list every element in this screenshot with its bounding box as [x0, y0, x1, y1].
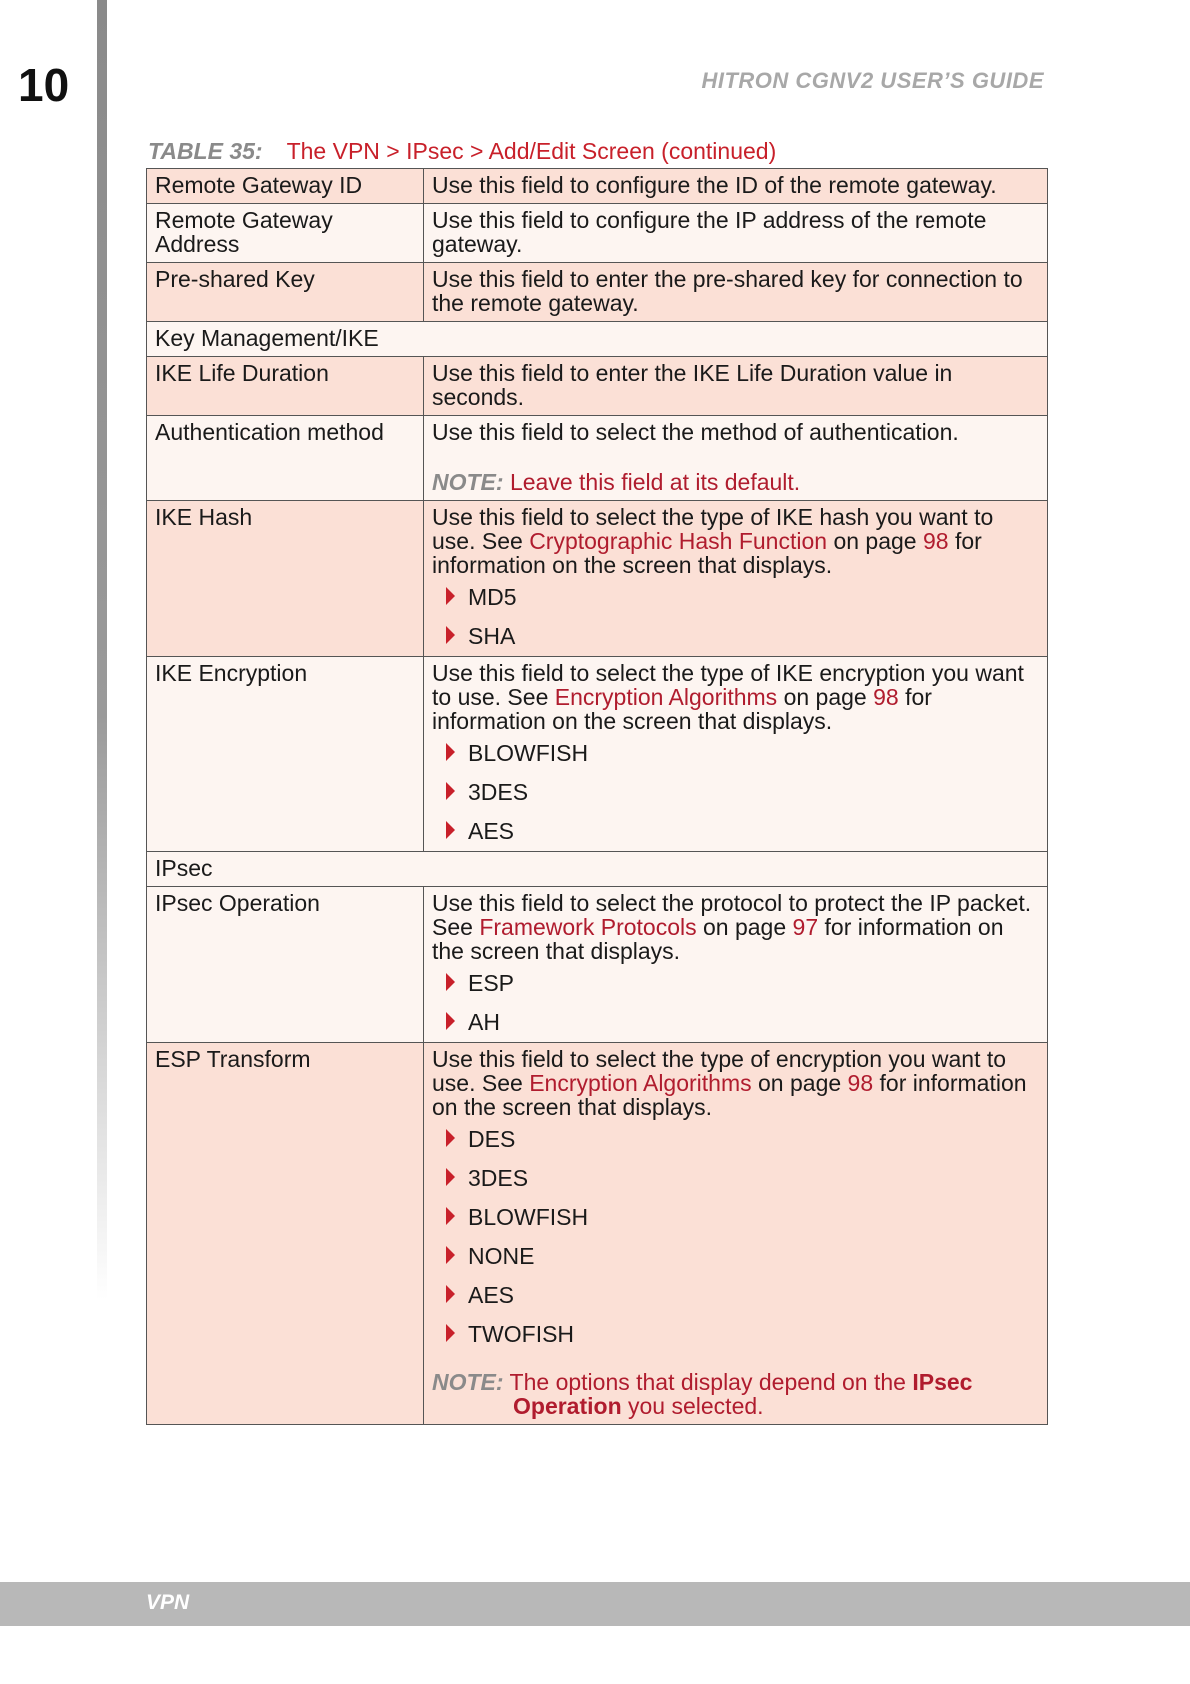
option-list — [432, 585, 1039, 648]
description-text: on page — [696, 914, 793, 940]
bullet-arrow-icon — [446, 587, 455, 605]
option-item — [446, 1010, 1039, 1034]
field-name: IKE Encryption — [147, 657, 424, 852]
field-description-cell — [424, 1043, 1048, 1425]
field-description: Use this field to configure the ID of the remote gateway. — [424, 169, 1048, 204]
option-label: BLOWFISH — [468, 1204, 589, 1230]
table-row — [147, 263, 1048, 322]
table-number: TABLE 35: — [148, 138, 263, 164]
bullet-arrow-icon — [446, 782, 455, 800]
option-label: MD5 — [468, 584, 517, 610]
bullet-arrow-icon — [446, 1168, 455, 1186]
page-reference-link[interactable]: 98 — [922, 528, 949, 554]
option-label: SHA — [468, 623, 516, 649]
table-row — [147, 204, 1048, 263]
table-row — [147, 887, 1048, 1043]
description-text: Use this field to select the protocol to protect the IP packet. See — [432, 890, 1032, 940]
note-label: NOTE: — [432, 469, 504, 495]
cross-reference-link[interactable]: Cryptographic Hash Function — [529, 528, 828, 554]
option-label: TWOFISH — [468, 1321, 575, 1347]
field-name: IKE Life Duration — [147, 357, 424, 416]
option-item — [446, 624, 1039, 648]
table-row — [147, 501, 1048, 657]
footer-section-label: VPN — [146, 1591, 190, 1614]
option-item — [446, 780, 1039, 804]
bullet-arrow-icon — [446, 1012, 455, 1030]
field-name: Remote Gateway Address — [147, 204, 424, 263]
option-list — [432, 971, 1039, 1034]
option-item — [446, 585, 1039, 609]
field-description — [432, 505, 1039, 577]
side-margin-bar — [97, 0, 107, 1300]
description-text: Use this field to select the type of encryption you want to use. See — [432, 1046, 1007, 1096]
bullet-arrow-icon — [446, 1246, 455, 1264]
note — [432, 470, 1039, 494]
bullet-arrow-icon — [446, 1207, 455, 1225]
option-label: 3DES — [468, 1165, 529, 1191]
option-item — [446, 819, 1039, 843]
section-row — [147, 852, 1048, 887]
field-name: Remote Gateway ID — [147, 169, 424, 204]
note-text: Leave this field at its default. — [509, 469, 801, 495]
field-name: IKE Hash — [147, 501, 424, 657]
description-text: Use this field to select the type of IKE hash you want to use. See — [432, 504, 994, 554]
bullet-arrow-icon — [446, 973, 455, 991]
page-reference-link[interactable]: 98 — [873, 684, 899, 710]
option-label: AES — [468, 1282, 515, 1308]
field-description: Use this field to configure the IP address of the remote gateway. — [424, 204, 1048, 263]
field-description-cell — [424, 416, 1048, 501]
table-row — [147, 657, 1048, 852]
field-description-cell — [424, 657, 1048, 852]
option-item — [446, 741, 1039, 765]
table-row — [147, 357, 1048, 416]
note-text — [432, 1369, 1039, 1418]
field-name: Authentication method — [147, 416, 424, 501]
section-heading: Key Management/IKE — [147, 322, 1048, 357]
settings-table — [146, 168, 1048, 1425]
option-item — [446, 1244, 1039, 1268]
table-title: The VPN > IPsec > Add/Edit Screen (continued) — [286, 138, 777, 164]
description-text: on page — [777, 684, 874, 710]
option-item — [446, 1322, 1039, 1346]
table-row — [147, 416, 1048, 501]
option-item — [446, 1205, 1039, 1229]
cross-reference-link[interactable]: Framework Protocols — [479, 914, 697, 940]
field-description — [432, 891, 1039, 963]
option-item — [446, 1283, 1039, 1307]
bullet-arrow-icon — [446, 1129, 455, 1147]
option-label: BLOWFISH — [468, 740, 589, 766]
field-description-cell — [424, 501, 1048, 657]
description-text: on page — [827, 528, 923, 554]
description-text: on page — [751, 1070, 848, 1096]
bullet-arrow-icon — [446, 626, 455, 644]
description-text: for information on the screen that displays. — [432, 684, 932, 734]
bullet-arrow-icon — [446, 821, 455, 839]
table-caption — [148, 138, 776, 165]
option-list — [432, 1127, 1039, 1346]
cross-reference-link[interactable]: Encryption Algorithms — [529, 1070, 752, 1096]
page-reference-link[interactable]: 97 — [792, 914, 819, 940]
cross-reference-link[interactable]: Encryption Algorithms — [554, 684, 778, 710]
option-label: DES — [468, 1126, 516, 1152]
note-label: NOTE: — [432, 1369, 504, 1395]
option-item — [446, 1166, 1039, 1190]
guide-title: HITRON CGNV2 USER’S GUIDE — [701, 68, 1044, 93]
note-text-part: you selected. — [621, 1393, 764, 1419]
field-description — [432, 661, 1039, 733]
field-description: Use this field to enter the IKE Life Duration value in seconds. — [424, 357, 1048, 416]
note — [432, 1370, 1039, 1418]
description-text: Use this field to select the type of IKE encryption you want to use. See — [432, 660, 1024, 710]
note-text-part: The options that display depend on the — [509, 1369, 913, 1395]
field-name: IPsec Operation — [147, 887, 424, 1043]
note-emphasis: Operation — [513, 1393, 622, 1419]
option-list — [432, 741, 1039, 843]
description-text: for information on the screen that displays. — [432, 914, 1004, 964]
chapter-number: 10 — [18, 59, 70, 111]
option-label: NONE — [468, 1243, 535, 1269]
field-description: Use this field to select the method of authentication. — [432, 419, 959, 445]
option-label: 3DES — [468, 779, 529, 805]
field-description — [432, 1047, 1039, 1119]
field-name: ESP Transform — [147, 1043, 424, 1425]
option-label: ESP — [468, 970, 515, 996]
option-label: AH — [468, 1009, 500, 1035]
option-label: AES — [468, 818, 515, 844]
field-description-cell — [424, 887, 1048, 1043]
option-item — [446, 971, 1039, 995]
description-text: for information on the screen that displays. — [432, 1070, 1027, 1120]
note-emphasis: IPsec — [912, 1369, 973, 1395]
field-name: Pre-shared Key — [147, 263, 424, 322]
table-row — [147, 1043, 1048, 1425]
option-item — [446, 1127, 1039, 1151]
description-text: for information on the screen that displays. — [432, 528, 982, 578]
section-heading: IPsec — [147, 852, 1048, 887]
bullet-arrow-icon — [446, 1285, 455, 1303]
section-row — [147, 322, 1048, 357]
field-description: Use this field to enter the pre-shared key for connection to the remote gateway. — [424, 263, 1048, 322]
table-row — [147, 169, 1048, 204]
bullet-arrow-icon — [446, 743, 455, 761]
bullet-arrow-icon — [446, 1324, 455, 1342]
page-reference-link[interactable]: 98 — [847, 1070, 874, 1096]
